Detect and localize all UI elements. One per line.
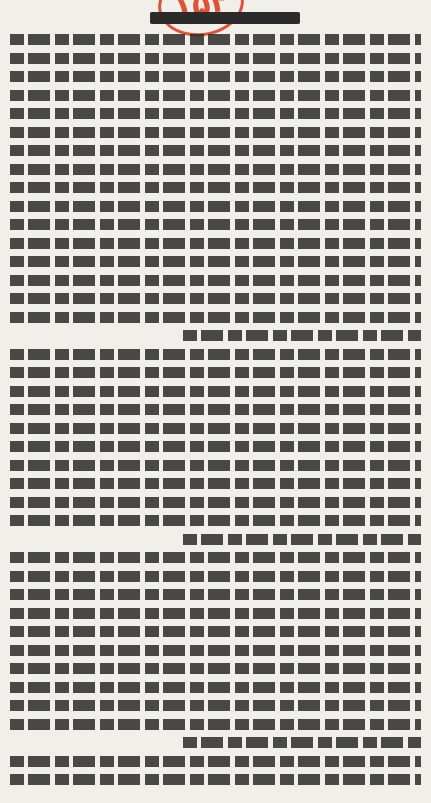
text-line-placeholder: [10, 71, 421, 82]
text-line-placeholder: [10, 238, 421, 249]
text-line-placeholder: [10, 386, 421, 397]
text-line-placeholder: [10, 682, 421, 693]
text-line-placeholder: [10, 645, 421, 656]
text-line-placeholder: [183, 534, 421, 545]
text-line-placeholder: [10, 256, 421, 267]
notice-body: [10, 34, 421, 791]
text-line-placeholder: [183, 330, 421, 341]
text-line-placeholder: [10, 182, 421, 193]
text-line-placeholder: [10, 367, 421, 378]
text-line-placeholder: [10, 53, 421, 64]
text-line-placeholder: [10, 552, 421, 563]
text-line-placeholder: [10, 349, 421, 360]
text-line-placeholder: [10, 275, 421, 286]
text-line-placeholder: [10, 312, 421, 323]
text-line-placeholder: [10, 127, 421, 138]
text-line-placeholder: [10, 497, 421, 508]
text-line-placeholder: [10, 774, 421, 785]
text-line-placeholder: [10, 626, 421, 637]
text-line-placeholder: [10, 756, 421, 767]
text-line-placeholder: [10, 219, 421, 230]
text-line-placeholder: [10, 589, 421, 600]
text-line-placeholder: [10, 515, 421, 526]
text-line-placeholder: [10, 441, 421, 452]
text-line-placeholder: [10, 145, 421, 156]
text-line-placeholder: [10, 571, 421, 582]
text-line-placeholder: [10, 719, 421, 730]
text-line-placeholder: [10, 423, 421, 434]
text-line-placeholder: [10, 90, 421, 101]
text-line-placeholder: [10, 478, 421, 489]
notice-title-placeholder: [150, 12, 300, 24]
text-line-placeholder: [10, 663, 421, 674]
text-line-placeholder: [10, 293, 421, 304]
text-line-placeholder: [10, 164, 421, 175]
text-line-placeholder: [183, 737, 421, 748]
text-line-placeholder: [10, 700, 421, 711]
text-line-placeholder: [10, 34, 421, 45]
text-line-placeholder: [10, 108, 421, 119]
text-line-placeholder: [10, 608, 421, 619]
text-line-placeholder: [10, 460, 421, 471]
text-line-placeholder: [10, 404, 421, 415]
text-line-placeholder: [10, 201, 421, 212]
